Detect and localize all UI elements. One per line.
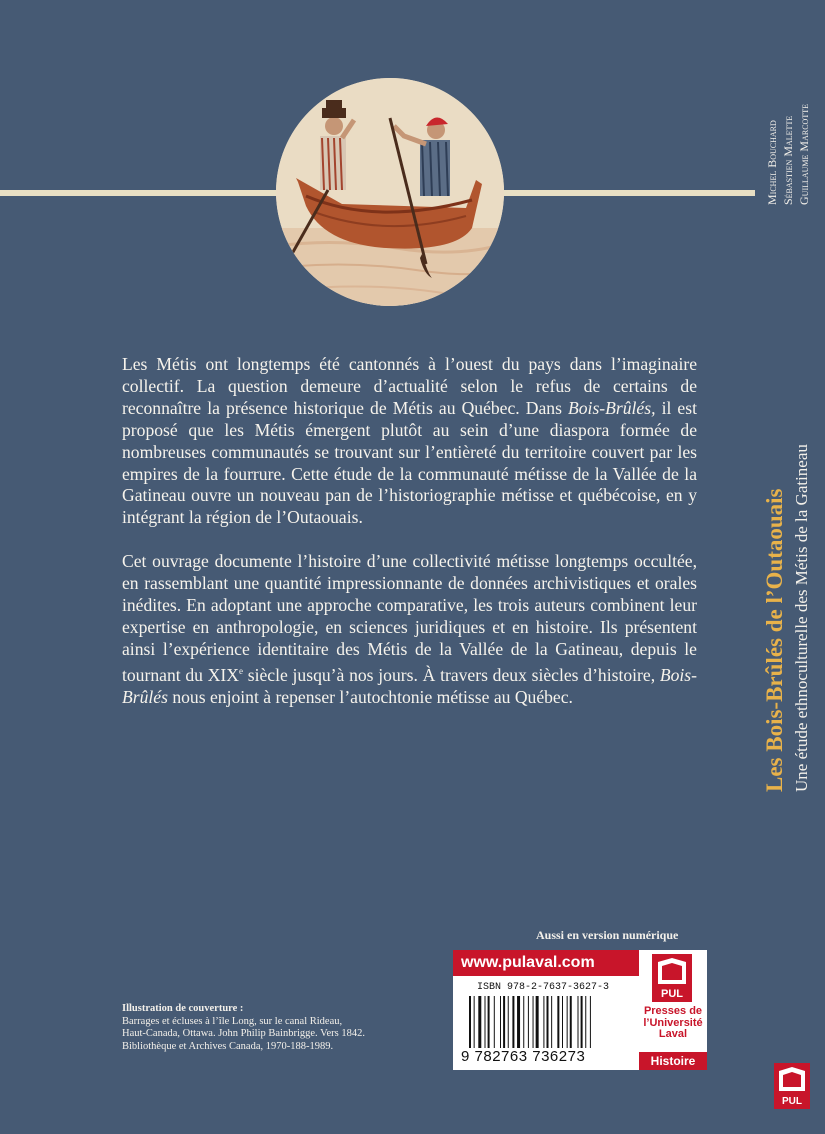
- credit-line: Haut-Canada, Ottawa. John Philip Bainbrigge. Vers 1842.: [122, 1028, 366, 1040]
- publisher-name-line: Laval: [658, 1028, 688, 1040]
- author-name: Sébastien Malette: [781, 115, 795, 205]
- credit-heading: Illustration de couverture :: [122, 1003, 244, 1014]
- text-run: nous enjoint à repenser l’autochtonie métisse au Québec.: [167, 686, 573, 707]
- illustration-credit: [122, 1003, 422, 1053]
- text-run: Cet ouvrage documente l’histoire d’une collectivité métisse longtemps occultée, en rassemblant une quantité impressionnante de données archivistiques et orales inédites. En adoptant une approche comparative, les trois auteurs combinent leur expertise en anthropologie, en sciences juridiques et en histoire. Ils présentent ainsi l’expérience identitaire des Métis de la Vallée de la Gatineau, depuis le tournant du XIX: [122, 551, 697, 685]
- credit-line: Barrages et écluses à l’île Long, sur le canal Rideau,: [122, 1015, 343, 1027]
- cover-illustration-medallion: [276, 78, 504, 306]
- collection-label: Histoire: [639, 1052, 707, 1070]
- text-run: il est proposé que les Métis émergent plutôt au sein d’une diaspora formée de nombreuses communautés se trouvant sur l’entièreté du territoire couvert par les empires de la fourrure. Cette étude de la communauté métisse de la Vallée de la Gatineau ouvre un nouveau pan de l’historiographie métisse et québécoise, en y intégrant la région de l’Outaouais.: [122, 397, 697, 528]
- author-name: Michel Bouchard: [765, 120, 779, 205]
- publisher-name-line: l’Université: [643, 1016, 703, 1029]
- digital-version-note: Aussi en version numérique: [536, 928, 679, 942]
- credit-line: Bibliothèque et Archives Canada, 1970-188-1989.: [122, 1040, 334, 1052]
- pul-corner-logo-icon: [774, 1063, 810, 1109]
- book-title-italic: Bois-Brûlés,: [568, 397, 656, 418]
- barcode-panel: [453, 950, 707, 1070]
- text-run: Les Métis ont longtemps été cantonnés à l’ouest du pays dans l’imaginaire collectif. La question demeure d’actualité selon le refus de certains de reconnaître la présence historique de Métis au Québec. Dans: [122, 354, 697, 418]
- barcode-icon: [469, 996, 631, 1048]
- author-name: Guillaume Marcotte: [797, 104, 811, 205]
- publisher-name-line: Presses de: [643, 1005, 703, 1017]
- pul-logo-text: PUL: [661, 988, 683, 1000]
- back-cover-blurb: [122, 354, 697, 730]
- isbn-text: ISBN 978-2-7637-3627-3: [477, 982, 610, 993]
- blurb-paragraph-1: [122, 354, 697, 529]
- pul-logo-icon: [652, 954, 692, 1002]
- spine-authors: [755, 55, 823, 205]
- corner-logo-text: PUL: [782, 1096, 802, 1107]
- publisher-url[interactable]: www.pulaval.com: [453, 950, 639, 976]
- blurb-paragraph-2: [122, 551, 697, 708]
- text-run: siècle jusqu’à nos jours. À travers deux siècles d’histoire,: [243, 664, 660, 685]
- publisher-block: [639, 950, 707, 1070]
- spine-subtitle: Une étude ethnoculturelle des Métis de la Gatineau: [792, 444, 811, 792]
- superscript: e: [239, 665, 243, 676]
- book-title-italic: Bois-Brûlés: [122, 664, 697, 707]
- canoe-illustration: [276, 78, 504, 306]
- spine-title: Les Bois-Brûlés de l’Outaouais: [762, 488, 787, 792]
- publisher-name: [639, 1006, 707, 1041]
- barcode-digits: 9 782763 736273: [461, 1048, 586, 1065]
